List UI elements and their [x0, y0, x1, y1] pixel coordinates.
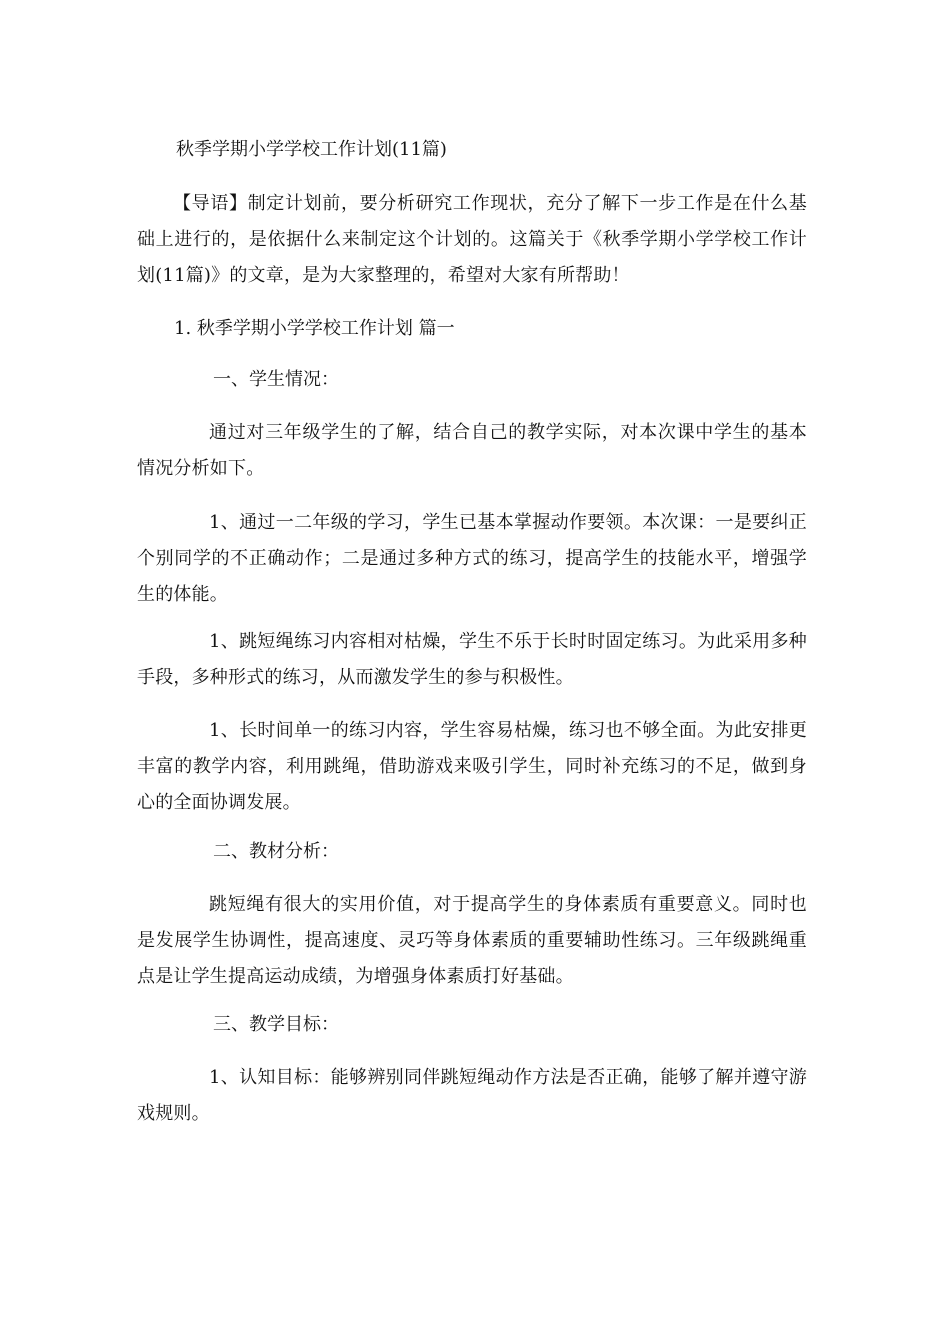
paragraph-student-overview: 通过对三年级学生的了解，结合自己的教学实际，对本次课中学生的基本情况分析如下。: [137, 422, 807, 479]
section-heading-student-situation: 一、学生情况：: [213, 369, 339, 390]
paragraph-student-point-3: 1、长时间单一的练习内容，学生容易枯燥，练习也不够全面。为此安排更丰富的教学内容，利用跳绳，借助游戏来吸引学生，同时补充练习的不足，做到身心的全面协调发展。: [137, 720, 807, 813]
paragraph-cognitive-goal: 1、认知目标：能够辨别同伴跳短绳动作方法是否正确，能够了解并遵守游戏规则。: [137, 1067, 807, 1124]
document-title: 秋季学期小学学校工作计划(11篇): [176, 139, 447, 160]
intro-paragraph: 【导语】制定计划前，要分析研究工作现状，充分了解下一步工作是在什么基础上进行的，是依据什么来制定这个计划的。这篇关于《秋季学期小学学校工作计划(11篇)》的文章，是为大家整理的，希望对大家有所帮助！: [137, 193, 807, 286]
paragraph-student-point-2: 1、跳短绳练习内容相对枯燥，学生不乐于长时时固定练习。为此采用多种手段，多种形式的练习，从而激发学生的参与积极性。: [137, 631, 807, 688]
article-heading: 1. 秋季学期小学学校工作计划 篇一: [174, 318, 455, 339]
section-heading-material-analysis: 二、教材分析：: [213, 841, 339, 862]
section-heading-teaching-goals: 三、教学目标：: [213, 1014, 339, 1035]
paragraph-material-analysis: 跳短绳有很大的实用价值，对于提高学生的身体素质有重要意义。同时也是发展学生协调性，提高速度、灵巧等身体素质的重要辅助性练习。三年级跳绳重点是让学生提高运动成绩，为增强身体素质打好基础。: [137, 894, 807, 987]
paragraph-student-point-1: 1、通过一二年级的学习，学生已基本掌握动作要领。本次课：一是要纠正个别同学的不正确动作；二是通过多种方式的练习，提高学生的技能水平，增强学生的体能。: [137, 512, 807, 605]
